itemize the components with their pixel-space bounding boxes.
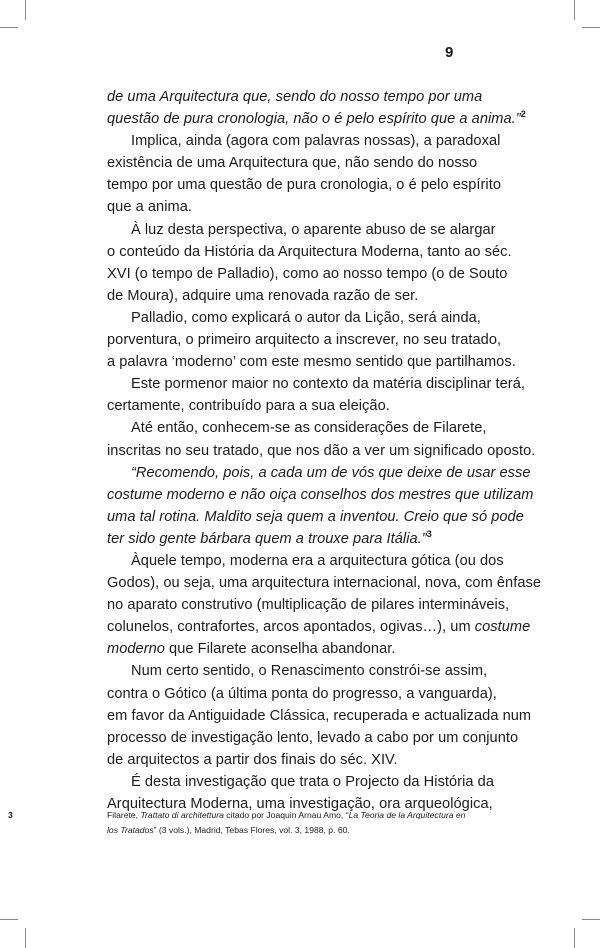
text-segment: o conteúdo da História da Arquitectura Moderna, tanto ao séc. [107, 243, 512, 260]
footnote-line [107, 808, 547, 823]
italic-text: La Teoria de la Arquitectura en [348, 810, 466, 820]
text-line [107, 749, 537, 771]
text-segment: ” (3 vols.), Madrid, Tebas Flores, vol. 3, 1988, p. 60. [153, 825, 350, 835]
text-line [107, 462, 537, 484]
text-line [107, 771, 537, 793]
text-line [107, 727, 537, 749]
text-line [107, 594, 537, 616]
text-line [107, 329, 537, 351]
text-line [107, 484, 537, 506]
text-line [107, 528, 537, 550]
text-line [107, 86, 537, 108]
text-segment: a palavra ‘moderno’ com este mesmo sentido que partilhamos. [107, 354, 516, 371]
text-line [107, 263, 537, 285]
italic-text: costume moderno e não oiça conselhos dos mestres que utilizam [107, 486, 534, 503]
text-line [107, 196, 537, 218]
text-segment: Palladio, como explicará o autor da Lição, será ainda, [131, 309, 481, 326]
footnote-line [107, 823, 547, 838]
text-segment: À luz desta perspectiva, o aparente abuso de se alargar [131, 221, 496, 238]
crop-mark-bottom-left-horizontal [0, 919, 18, 920]
text-line [107, 660, 537, 682]
footnote [8, 808, 547, 838]
text-segment: de arquitectos a partir dos finais do séc. XIV. [107, 751, 398, 768]
text-line [107, 108, 537, 130]
italic-text: los Tratados [107, 825, 154, 835]
text-line [107, 174, 537, 196]
italic-text: questão de pura cronologia, não o é pelo espírito que a anima.” [107, 111, 521, 128]
footnote-reference[interactable]: 2 [520, 109, 526, 120]
text-line [107, 395, 537, 417]
text-segment: Àquele tempo, moderna era a arquitectura gótica (ou dos [131, 552, 504, 569]
crop-mark-bottom-right-horizontal [582, 919, 600, 920]
text-line [107, 705, 537, 727]
text-line [107, 572, 542, 594]
crop-mark-bottom-right-vertical [574, 928, 575, 948]
text-segment: de Moura), adquire uma renovada razão de ser. [107, 287, 419, 304]
text-line [107, 440, 537, 462]
text-segment: porventura, o primeiro arquitecto a inscrever, no seu tratado, [107, 332, 502, 349]
footnote-text [107, 808, 547, 838]
text-line [107, 550, 537, 572]
text-line [107, 219, 537, 241]
text-segment: em favor da Antiguidade Clássica, recuperada e actualizada num [107, 707, 532, 724]
text-segment: existência de uma Arquitectura que, não sendo do nosso [107, 155, 478, 172]
crop-mark-top-right-horizontal [582, 27, 600, 28]
text-line [107, 152, 537, 174]
text-line [107, 130, 537, 152]
text-segment: Arquitectura Moderna, uma investigação, ora arqueológica, [107, 796, 493, 812]
italic-text: de uma Arquitectura que, sendo do nosso tempo por uma [107, 89, 483, 105]
text-segment: Até então, conhecem-se as considerações de Filarete, [131, 420, 487, 437]
text-segment: inscritas no seu tratado, que nos dão a ver um significado oposto. [107, 442, 536, 459]
text-segment: processo de investigação lento, levado a cabo por um conjunto [107, 729, 519, 746]
text-line [107, 417, 537, 439]
text-line [107, 373, 537, 395]
crop-mark-top-right-vertical [574, 0, 575, 20]
text-segment: Godos), ou seja, uma arquitectura internacional, nova, com ênfase [107, 575, 542, 592]
text-segment: Num certo sentido, o Renascimento constrói-se assim, [131, 663, 488, 680]
text-segment: certamente, contribuído para a sua eleição. [107, 398, 390, 415]
text-segment: É desta investigação que trata o Projecto da História da [131, 773, 494, 790]
text-line [107, 616, 537, 638]
text-segment: citado por Joaquin Arnau Amo, “ [223, 810, 349, 820]
page-number: 9 [445, 44, 454, 61]
italic-text: ter sido gente bárbara quem a trouxe para Itália.” [107, 530, 427, 547]
text-segment: contra o Gótico (a última ponta do progresso, a vanguarda), [107, 685, 497, 702]
text-line [107, 285, 537, 307]
text-segment: que Filarete aconselha abandonar. [164, 641, 396, 658]
text-segment: que a anima. [107, 199, 192, 216]
text-segment: Filarete, [107, 810, 141, 820]
italic-text: “Recomendo, pois, a cada um de vós que deixe de usar esse [131, 464, 531, 481]
text-line [107, 506, 537, 528]
crop-mark-bottom-left-vertical [25, 928, 26, 948]
italic-text: moderno [107, 641, 165, 658]
crop-mark-top-left-horizontal [0, 27, 18, 28]
crop-mark-top-left-vertical [25, 0, 26, 20]
text-line [107, 307, 537, 329]
body-text [107, 86, 542, 815]
text-line [107, 241, 537, 263]
text-segment: Este pormenor maior no contexto da matéria disciplinar terá, [131, 376, 525, 393]
text-segment: Implica, ainda (agora com palavras nossas), a paradoxal [131, 133, 501, 150]
italic-text: Trattato di architettura [140, 810, 224, 820]
footnote-reference[interactable]: 3 [426, 528, 432, 539]
text-segment: no aparato construtivo (multiplicação de pilares intermináveis, [107, 597, 510, 614]
text-segment: colunelos, contrafortes, arcos apontados, ogivas…), um [107, 619, 475, 636]
text-line [107, 638, 537, 660]
italic-text: uma tal rotina. Maldito seja quem a inventou. Creio que só pode [107, 508, 524, 525]
text-segment: tempo por uma questão de pura cronologia, o é pelo espírito [107, 177, 501, 194]
text-line [107, 683, 537, 705]
text-segment: XVI (o tempo de Palladio), como ao nosso tempo (o de Souto [107, 265, 508, 282]
footnote-number: 3 [8, 810, 13, 820]
text-line [107, 351, 537, 373]
italic-text: costume [474, 619, 531, 636]
